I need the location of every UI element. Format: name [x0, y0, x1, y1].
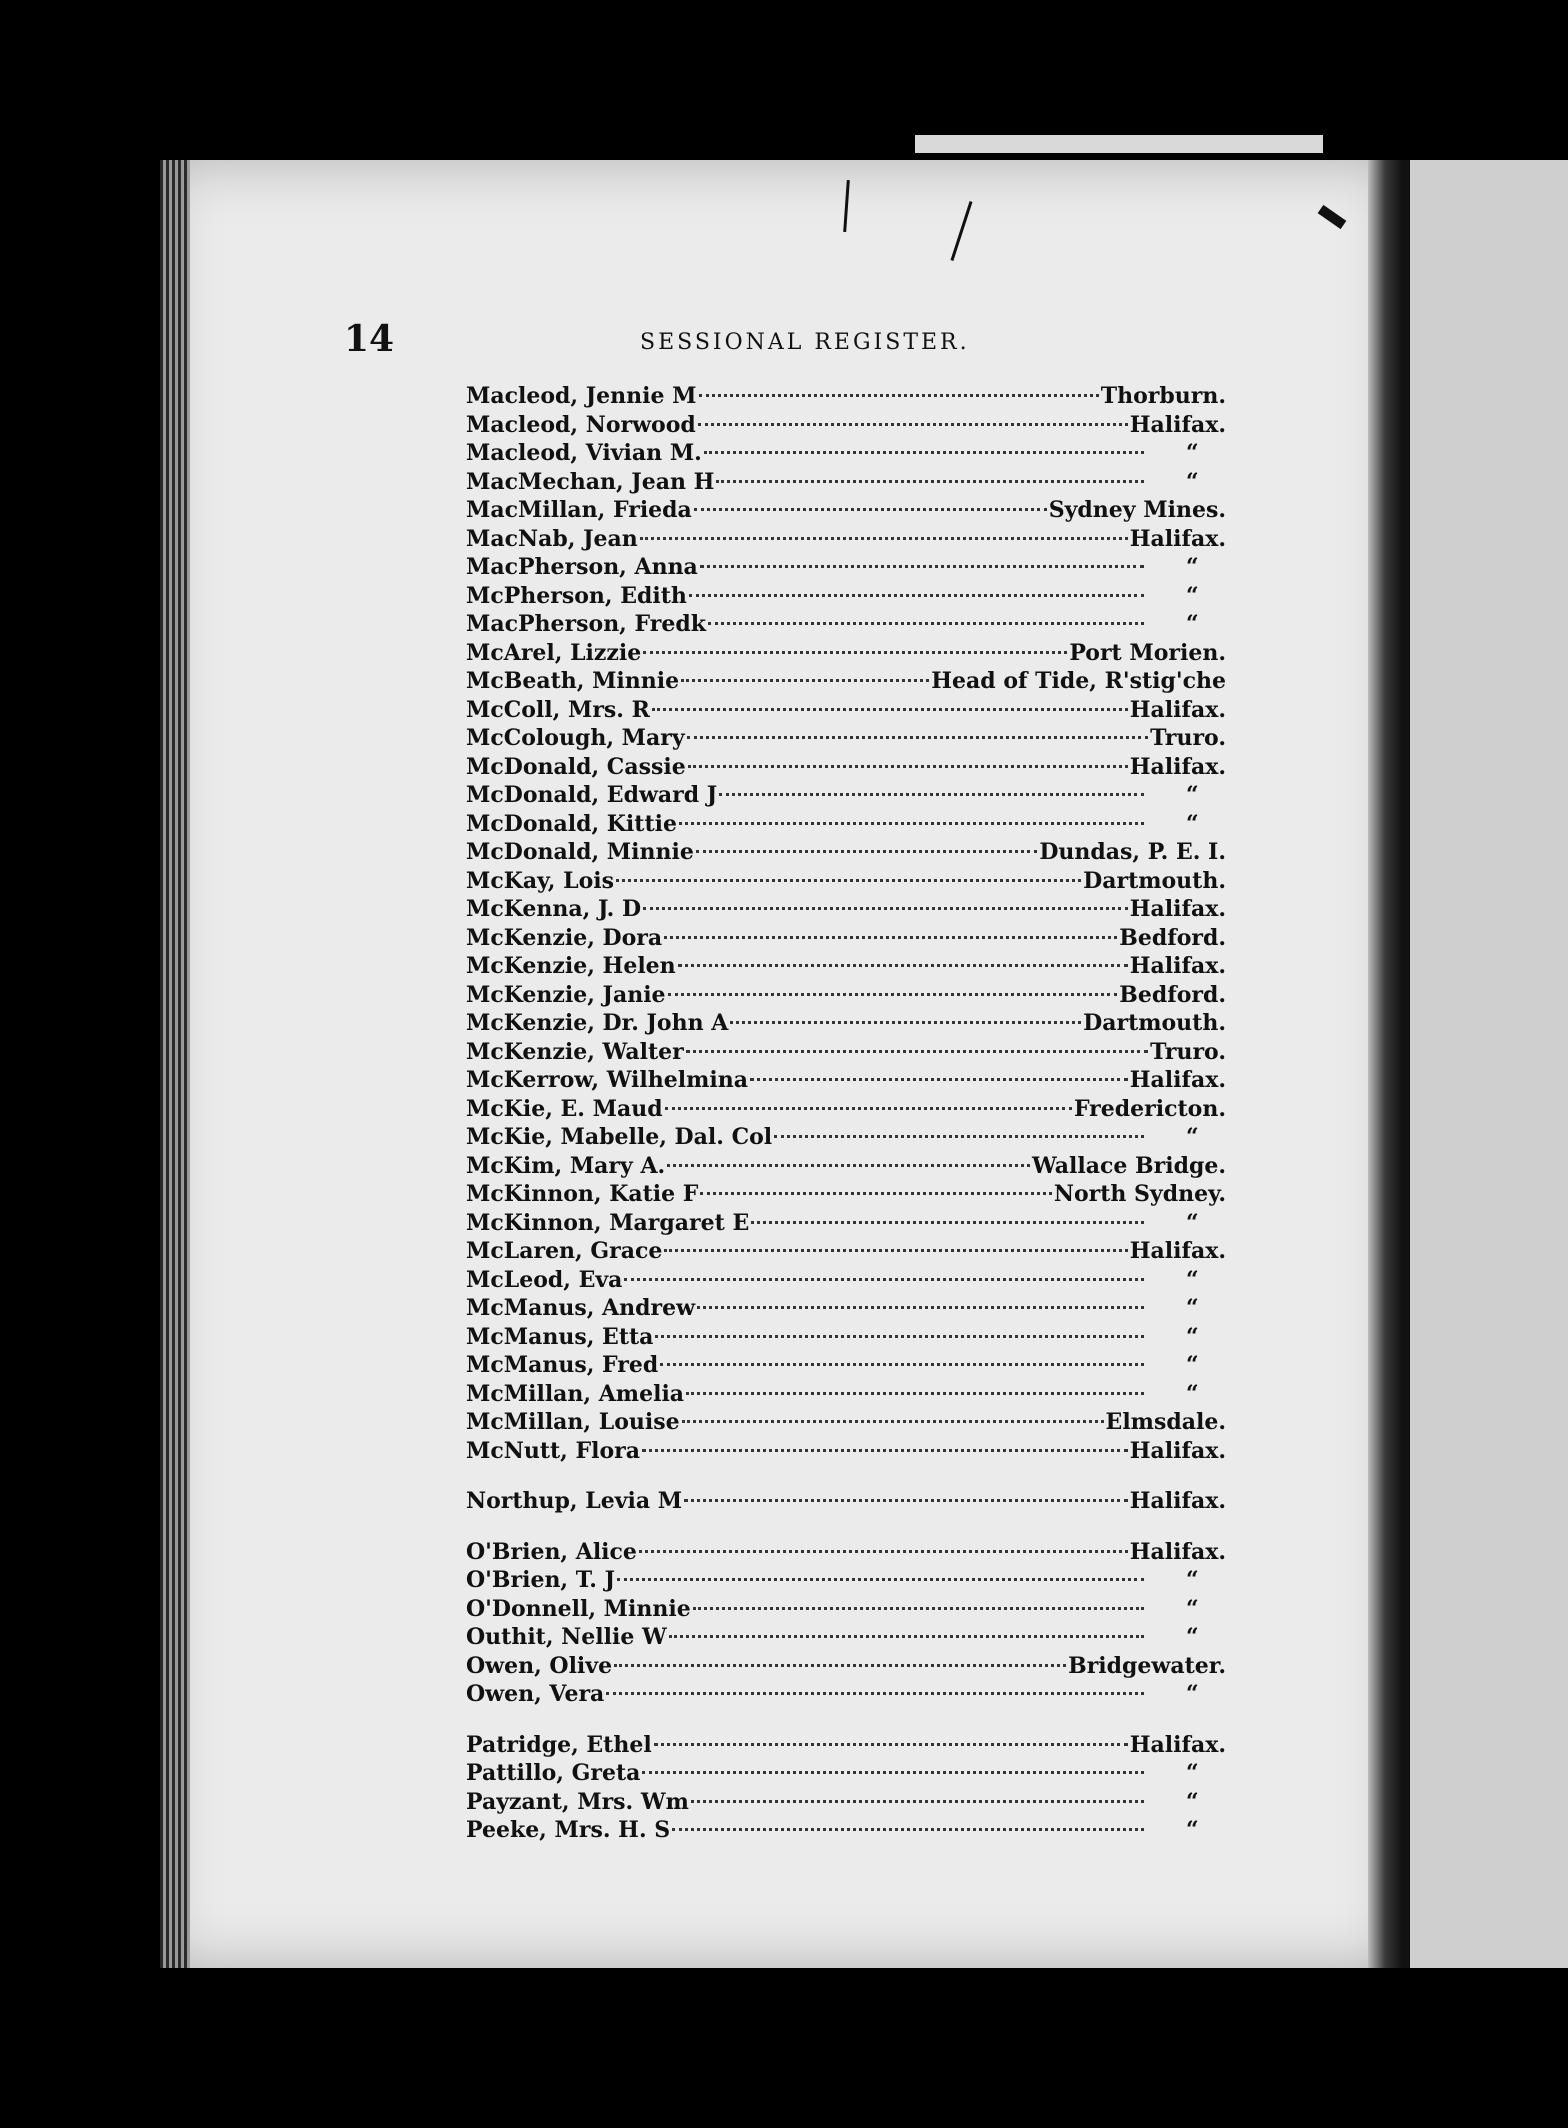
register-entry [466, 667, 1226, 696]
register-entry [466, 1595, 1226, 1624]
dot-leader [664, 936, 1117, 939]
dot-leader [643, 651, 1067, 654]
register-entry [466, 1294, 1226, 1323]
entry-name: Owen, Vera [466, 1681, 605, 1707]
entry-name: McKie, Mabelle, Dal. Col [466, 1124, 773, 1150]
entry-place: Halifax. [1129, 1437, 1226, 1464]
entry-place: “ [1186, 611, 1199, 637]
register-entry [466, 753, 1226, 782]
entry-name: O'Donnell, Minnie [466, 1595, 691, 1622]
dot-leader [708, 622, 1144, 625]
register-entry [466, 610, 1226, 639]
entry-place: “ [1186, 440, 1199, 466]
entry-name: MacNab, Jean [466, 525, 638, 552]
dot-leader [699, 394, 1099, 397]
entry-name: McKie, E. Maud [466, 1095, 663, 1122]
entry-name: McDonald, Cassie [466, 753, 686, 780]
dot-leader [698, 423, 1128, 426]
register-entry [466, 468, 1226, 497]
register-entry [466, 525, 1226, 554]
entry-name: McKenzie, Helen [466, 953, 676, 979]
dot-leader [697, 1306, 1144, 1309]
dot-leader [652, 708, 1128, 711]
entry-place: North Sydney. [1053, 1181, 1226, 1207]
register-entry [466, 639, 1226, 668]
register-entry [466, 1759, 1226, 1788]
dot-leader [679, 822, 1144, 825]
register-entry [466, 553, 1226, 582]
entry-name: McArel, Lizzie [466, 639, 642, 666]
dot-leader [655, 1335, 1144, 1338]
dot-leader [686, 1392, 1144, 1395]
dot-leader [700, 565, 1144, 568]
dot-leader [606, 1692, 1144, 1695]
register-entry [466, 1788, 1226, 1817]
dot-leader [624, 1278, 1144, 1281]
dot-leader [616, 879, 1081, 882]
entry-place: “ [1186, 1323, 1199, 1350]
entry-place: Port Morien. [1069, 639, 1226, 666]
register-entry [466, 1538, 1226, 1567]
entry-place: Bedford. [1119, 981, 1226, 1008]
dot-leader [689, 594, 1144, 597]
entry-name: Pattillo, Greta [466, 1760, 641, 1786]
dot-leader [665, 1107, 1072, 1110]
dot-leader [682, 1420, 1104, 1423]
adjacent-page-stub [915, 135, 1323, 153]
page-edge-left [160, 160, 190, 1968]
entry-place: Halifax. [1129, 411, 1226, 438]
entry-name: MacMechan, Jean H [466, 468, 715, 495]
entry-place: Halifax. [1129, 525, 1226, 552]
facing-page-gutter [1402, 160, 1410, 1968]
dot-leader [640, 537, 1128, 540]
register-entry [466, 1437, 1226, 1466]
entry-name: Macleod, Jennie M [466, 383, 697, 409]
entry-name: McManus, Fred [466, 1352, 659, 1378]
entry-name: McManus, Etta [466, 1323, 654, 1350]
entry-place: “ [1186, 1266, 1199, 1293]
entry-name: McKay, Lois [466, 867, 615, 894]
entry-place: Halifax. [1129, 1488, 1226, 1514]
entry-name: McLaren, Grace [466, 1238, 663, 1264]
facing-page [1402, 160, 1568, 1968]
register-entry [466, 1266, 1226, 1295]
entry-place: “ [1186, 1624, 1199, 1650]
entry-name: McKinnon, Margaret E [466, 1209, 750, 1236]
entry-name: McDonald, Minnie [466, 839, 694, 865]
register-entry [466, 1408, 1226, 1437]
dot-leader [660, 1363, 1144, 1366]
dot-leader [643, 907, 1128, 910]
dot-leader [693, 1607, 1144, 1610]
entry-place: Halifax. [1129, 1538, 1226, 1565]
entry-name: MacMillan, Frieda [466, 497, 692, 523]
entry-place: Halifax. [1129, 953, 1226, 979]
entry-place: “ [1186, 1295, 1199, 1321]
register-entry [466, 1180, 1226, 1209]
entry-name: McMillan, Amelia [466, 1380, 685, 1407]
dot-leader [686, 1050, 1148, 1053]
dot-leader [654, 1743, 1128, 1746]
entry-place: Halifax. [1129, 1238, 1226, 1264]
register-entry [466, 952, 1226, 981]
entry-place: “ [1186, 810, 1199, 837]
dot-leader [751, 1221, 1144, 1224]
register-entry [466, 1323, 1226, 1352]
entry-place: “ [1186, 1595, 1199, 1622]
entry-name: McManus, Andrew [466, 1295, 696, 1321]
entry-name: McKenzie, Walter [466, 1038, 684, 1065]
entry-place: Halifax. [1129, 1731, 1226, 1758]
entry-name: McColough, Mary [466, 725, 685, 751]
dot-leader [719, 793, 1144, 796]
register-entry [466, 582, 1226, 611]
entry-place: Bridgewater. [1068, 1652, 1226, 1679]
entry-name: McNutt, Flora [466, 1437, 640, 1464]
entry-place: “ [1186, 1209, 1199, 1236]
register-entry [466, 1623, 1226, 1652]
running-head: SESSIONAL REGISTER. [640, 330, 970, 355]
entry-place: Halifax. [1129, 753, 1226, 780]
entry-place: “ [1186, 554, 1199, 580]
entry-name: Patridge, Ethel [466, 1731, 652, 1758]
entry-name: McLeod, Eva [466, 1266, 623, 1293]
entry-place: Elmsdale. [1105, 1409, 1226, 1435]
entry-name: McKenzie, Dora [466, 924, 663, 951]
register-entry [466, 1566, 1226, 1595]
entry-place: Wallace Bridge. [1031, 1152, 1226, 1179]
entry-name: Payzant, Mrs. Wm [466, 1788, 689, 1815]
register-entry [466, 696, 1226, 725]
register-entry [466, 1152, 1226, 1181]
dot-leader [639, 1550, 1128, 1553]
entry-place: “ [1186, 1567, 1199, 1593]
entry-place: Halifax. [1129, 896, 1226, 922]
register-entry [466, 1123, 1226, 1152]
entry-name: Macleod, Vivian M. [466, 440, 702, 466]
dot-leader [669, 1635, 1144, 1638]
entry-place: Halifax. [1129, 1067, 1226, 1093]
entry-place: “ [1186, 582, 1199, 609]
register-entry [466, 895, 1226, 924]
dot-leader [750, 1078, 1128, 1081]
entry-place: “ [1186, 782, 1199, 808]
entry-name: McDonald, Kittie [466, 810, 677, 837]
register-entry [466, 411, 1226, 440]
entry-place: Halifax. [1129, 696, 1226, 723]
dot-leader [617, 1578, 1144, 1581]
entry-name: McKenzie, Janie [466, 981, 666, 1008]
register-entry [466, 1038, 1226, 1067]
register-entry [466, 838, 1226, 867]
dot-leader [664, 1249, 1127, 1252]
entry-place: “ [1186, 1760, 1199, 1786]
register-entry [466, 1209, 1226, 1238]
register-entry [466, 1680, 1226, 1709]
register-entry [466, 1009, 1226, 1038]
register-entry [466, 382, 1226, 411]
register-entry [466, 1816, 1226, 1845]
page-number: 14 [344, 318, 395, 360]
register-entry [466, 1066, 1226, 1095]
register-entry [466, 1351, 1226, 1380]
dot-leader [774, 1135, 1144, 1138]
entry-name: McKim, Mary A. [466, 1152, 666, 1179]
register-entry [466, 981, 1226, 1010]
entry-name: Owen, Olive [466, 1652, 613, 1679]
dot-leader [696, 850, 1037, 853]
dot-leader [678, 964, 1128, 967]
dot-leader [684, 1499, 1128, 1502]
dot-leader [642, 1771, 1144, 1774]
register-list [466, 382, 1226, 1845]
entry-name: McDonald, Edward J [466, 782, 718, 808]
entry-place: Head of Tide, R'stig'che [931, 668, 1226, 694]
entry-place: Dartmouth. [1083, 867, 1226, 894]
entry-name: McKerrow, Wilhelmina [466, 1067, 748, 1093]
register-entry [466, 724, 1226, 753]
entry-place: Sydney Mines. [1048, 497, 1226, 523]
entry-name: McColl, Mrs. R [466, 696, 650, 723]
entry-name: McBeath, Minnie [466, 668, 680, 694]
register-entry [466, 1731, 1226, 1760]
dot-leader [614, 1664, 1066, 1667]
entry-place: Truro. [1150, 725, 1226, 751]
dot-leader [642, 1449, 1128, 1452]
dot-leader [681, 679, 929, 682]
entry-place: Truro. [1150, 1038, 1226, 1065]
entry-place: “ [1186, 1380, 1199, 1407]
entry-name: McPherson, Edith [466, 582, 687, 609]
entry-name: Macleod, Norwood [466, 411, 696, 438]
entry-place: “ [1186, 1352, 1199, 1378]
dot-leader [700, 1192, 1051, 1195]
dot-leader [688, 765, 1128, 768]
entry-name: Northup, Levia M [466, 1488, 683, 1514]
register-entry [466, 781, 1226, 810]
dot-leader [667, 1164, 1030, 1167]
entry-place: Dartmouth. [1083, 1010, 1226, 1036]
page-fold-shadow [1368, 160, 1402, 1968]
entry-place: “ [1186, 468, 1199, 495]
entry-place: “ [1186, 1817, 1199, 1843]
register-entry [466, 496, 1226, 525]
entry-name: McKenna, J. D [466, 896, 642, 922]
entry-name: O'Brien, Alice [466, 1538, 637, 1565]
dot-leader [730, 1021, 1081, 1024]
dot-leader [694, 508, 1047, 511]
entry-place: “ [1186, 1788, 1199, 1815]
dot-leader [668, 993, 1118, 996]
dot-leader [704, 451, 1144, 454]
entry-place: Fredericton. [1073, 1095, 1226, 1122]
entry-name: Outhit, Nellie W [466, 1624, 667, 1650]
entry-place: “ [1186, 1124, 1199, 1150]
entry-name: O'Brien, T. J [466, 1567, 616, 1593]
entry-name: MacPherson, Fredk [466, 611, 706, 637]
dot-leader [672, 1828, 1144, 1831]
dot-leader [691, 1800, 1144, 1803]
entry-place: Thorburn. [1100, 383, 1226, 409]
register-entry [466, 867, 1226, 896]
register-entry [466, 439, 1226, 468]
register-entry [466, 1237, 1226, 1266]
entry-name: McMillan, Louise [466, 1409, 680, 1435]
entry-place: “ [1186, 1681, 1199, 1707]
entry-place: Bedford. [1119, 924, 1226, 951]
entry-name: MacPherson, Anna [466, 554, 698, 580]
entry-name: McKinnon, Katie F [466, 1181, 699, 1207]
register-entry [466, 1652, 1226, 1681]
register-entry [466, 1487, 1226, 1516]
register-entry [466, 1095, 1226, 1124]
register-entry [466, 924, 1226, 953]
entry-place: Dundas, P. E. I. [1039, 839, 1226, 865]
register-entry [466, 1380, 1226, 1409]
entry-name: McKenzie, Dr. John A [466, 1010, 729, 1036]
dot-leader [687, 736, 1148, 739]
dot-leader [716, 480, 1144, 483]
register-entry [466, 810, 1226, 839]
entry-name: Peeke, Mrs. H. S [466, 1817, 671, 1843]
